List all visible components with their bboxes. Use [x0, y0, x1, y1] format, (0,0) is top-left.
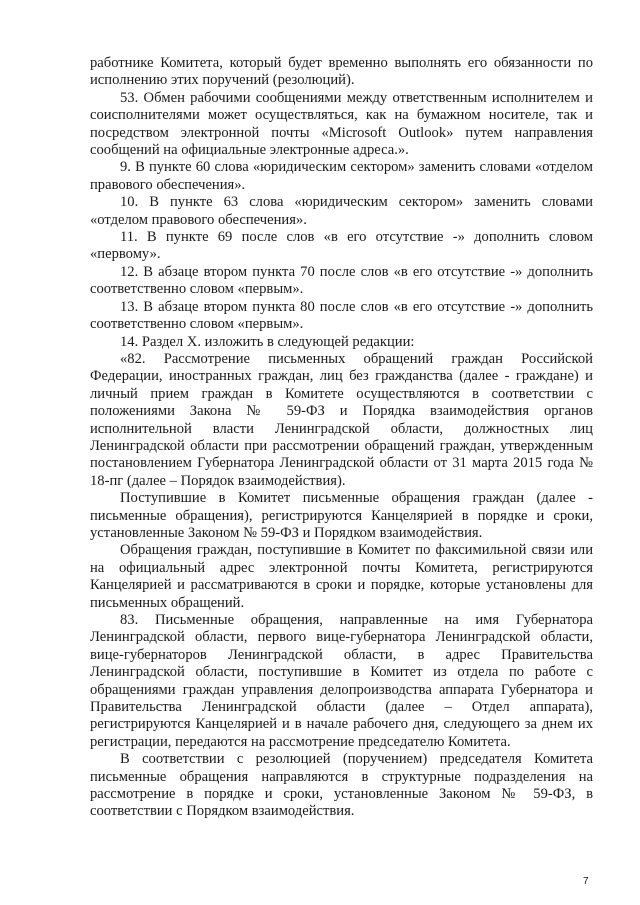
paragraph-item-9: 9. В пункте 60 слова «юридическим сектором» заменить словами «отделом правового обеспечения».: [90, 159, 593, 193]
paragraph-item-13: 13. В абзаце втором пункта 80 после слов «в его отсутствие -» дополнить соответственно словом «первым».: [90, 298, 593, 333]
paragraph-53: 53. Обмен рабочими сообщениями между ответственным исполнителем и соисполнителями может осуществляться, как на бумажном носителе, так и посредством электронной почты «Microsoft Outlook» путем направления сообщений на официальные электронные адреса.».: [90, 89, 593, 159]
paragraph-item-12: 12. В абзаце втором пункта 70 после слов «в его отсутствие -» дополнить соответственно словом «первым».: [90, 263, 593, 298]
paragraph-82: «82. Рассмотрение письменных обращений граждан Российской Федерации, иностранных граждан, лиц без гражданства (далее - граждане) и личный прием граждан в Комитете осуществляются в соответствии с положениями Закона № 59-ФЗ и Порядка взаимодействия органов исполнительной власти Ленинградской области, должностных лиц Ленинградской области при рассмотрении обращений граждан, утвержденным постановлением Губернатора Ленинградской области от 31 марта 2015 года № 18-пг (далее – Порядок взаимодействия).: [90, 350, 593, 489]
paragraph-83: 83. Письменные обращения, направленные на имя Губернатора Ленинградской области, первого вице-губернатора Ленинградской области, вице-губернаторов Ленинградской области, в адрес Правительства Ленинградской области, поступившие в Комитет из отдела по работе с обращениями граждан управления делопроизводства аппарата Губернатора и Правительства Ленинградской области (далее – Отдел аппарата), регистрируются Канцелярией и в начале рабочего дня, следующего за днем их регистрации, передаются на рассмотрение председателю Комитета.: [90, 612, 593, 750]
page-number: 7: [583, 876, 589, 887]
paragraph-fax-email: Обращения граждан, поступившие в Комитет по факсимильной связи или на официальный адрес электронной почты Комитета, регистрируются Канцелярией и рассматриваются в сроки и порядке, которые установлены для письменных обращений.: [90, 542, 593, 611]
document-body: [90, 55, 593, 821]
paragraph-resolution: В соответствии с резолюцией (поручением) председателя Комитета письменные обращения направляются в структурные подразделения на рассмотрение в порядке и сроки, установленные Законом № 59-ФЗ, в соответствии с Порядком взаимодействия.: [90, 751, 593, 820]
paragraph-continuation: работнике Комитета, который будет временно выполнять его обязанности по исполнению этих поручений (резолюций).: [90, 55, 593, 89]
paragraph-registration: Поступившие в Комитет письменные обращения граждан (далее - письменные обращения), регистрируются Канцелярией в порядке и сроки, установленные Законом № 59-ФЗ и Порядком взаимодействия.: [90, 490, 593, 541]
paragraph-item-14: 14. Раздел X. изложить в следующей редакции:: [120, 333, 415, 350]
paragraph-item-10: 10. В пункте 63 слова «юридическим сектором» заменить словами «отделом правового обеспечения».: [90, 194, 593, 228]
paragraph-item-11: 11. В пункте 69 после слов «в его отсутствие -» дополнить словом «первому».: [90, 229, 593, 263]
